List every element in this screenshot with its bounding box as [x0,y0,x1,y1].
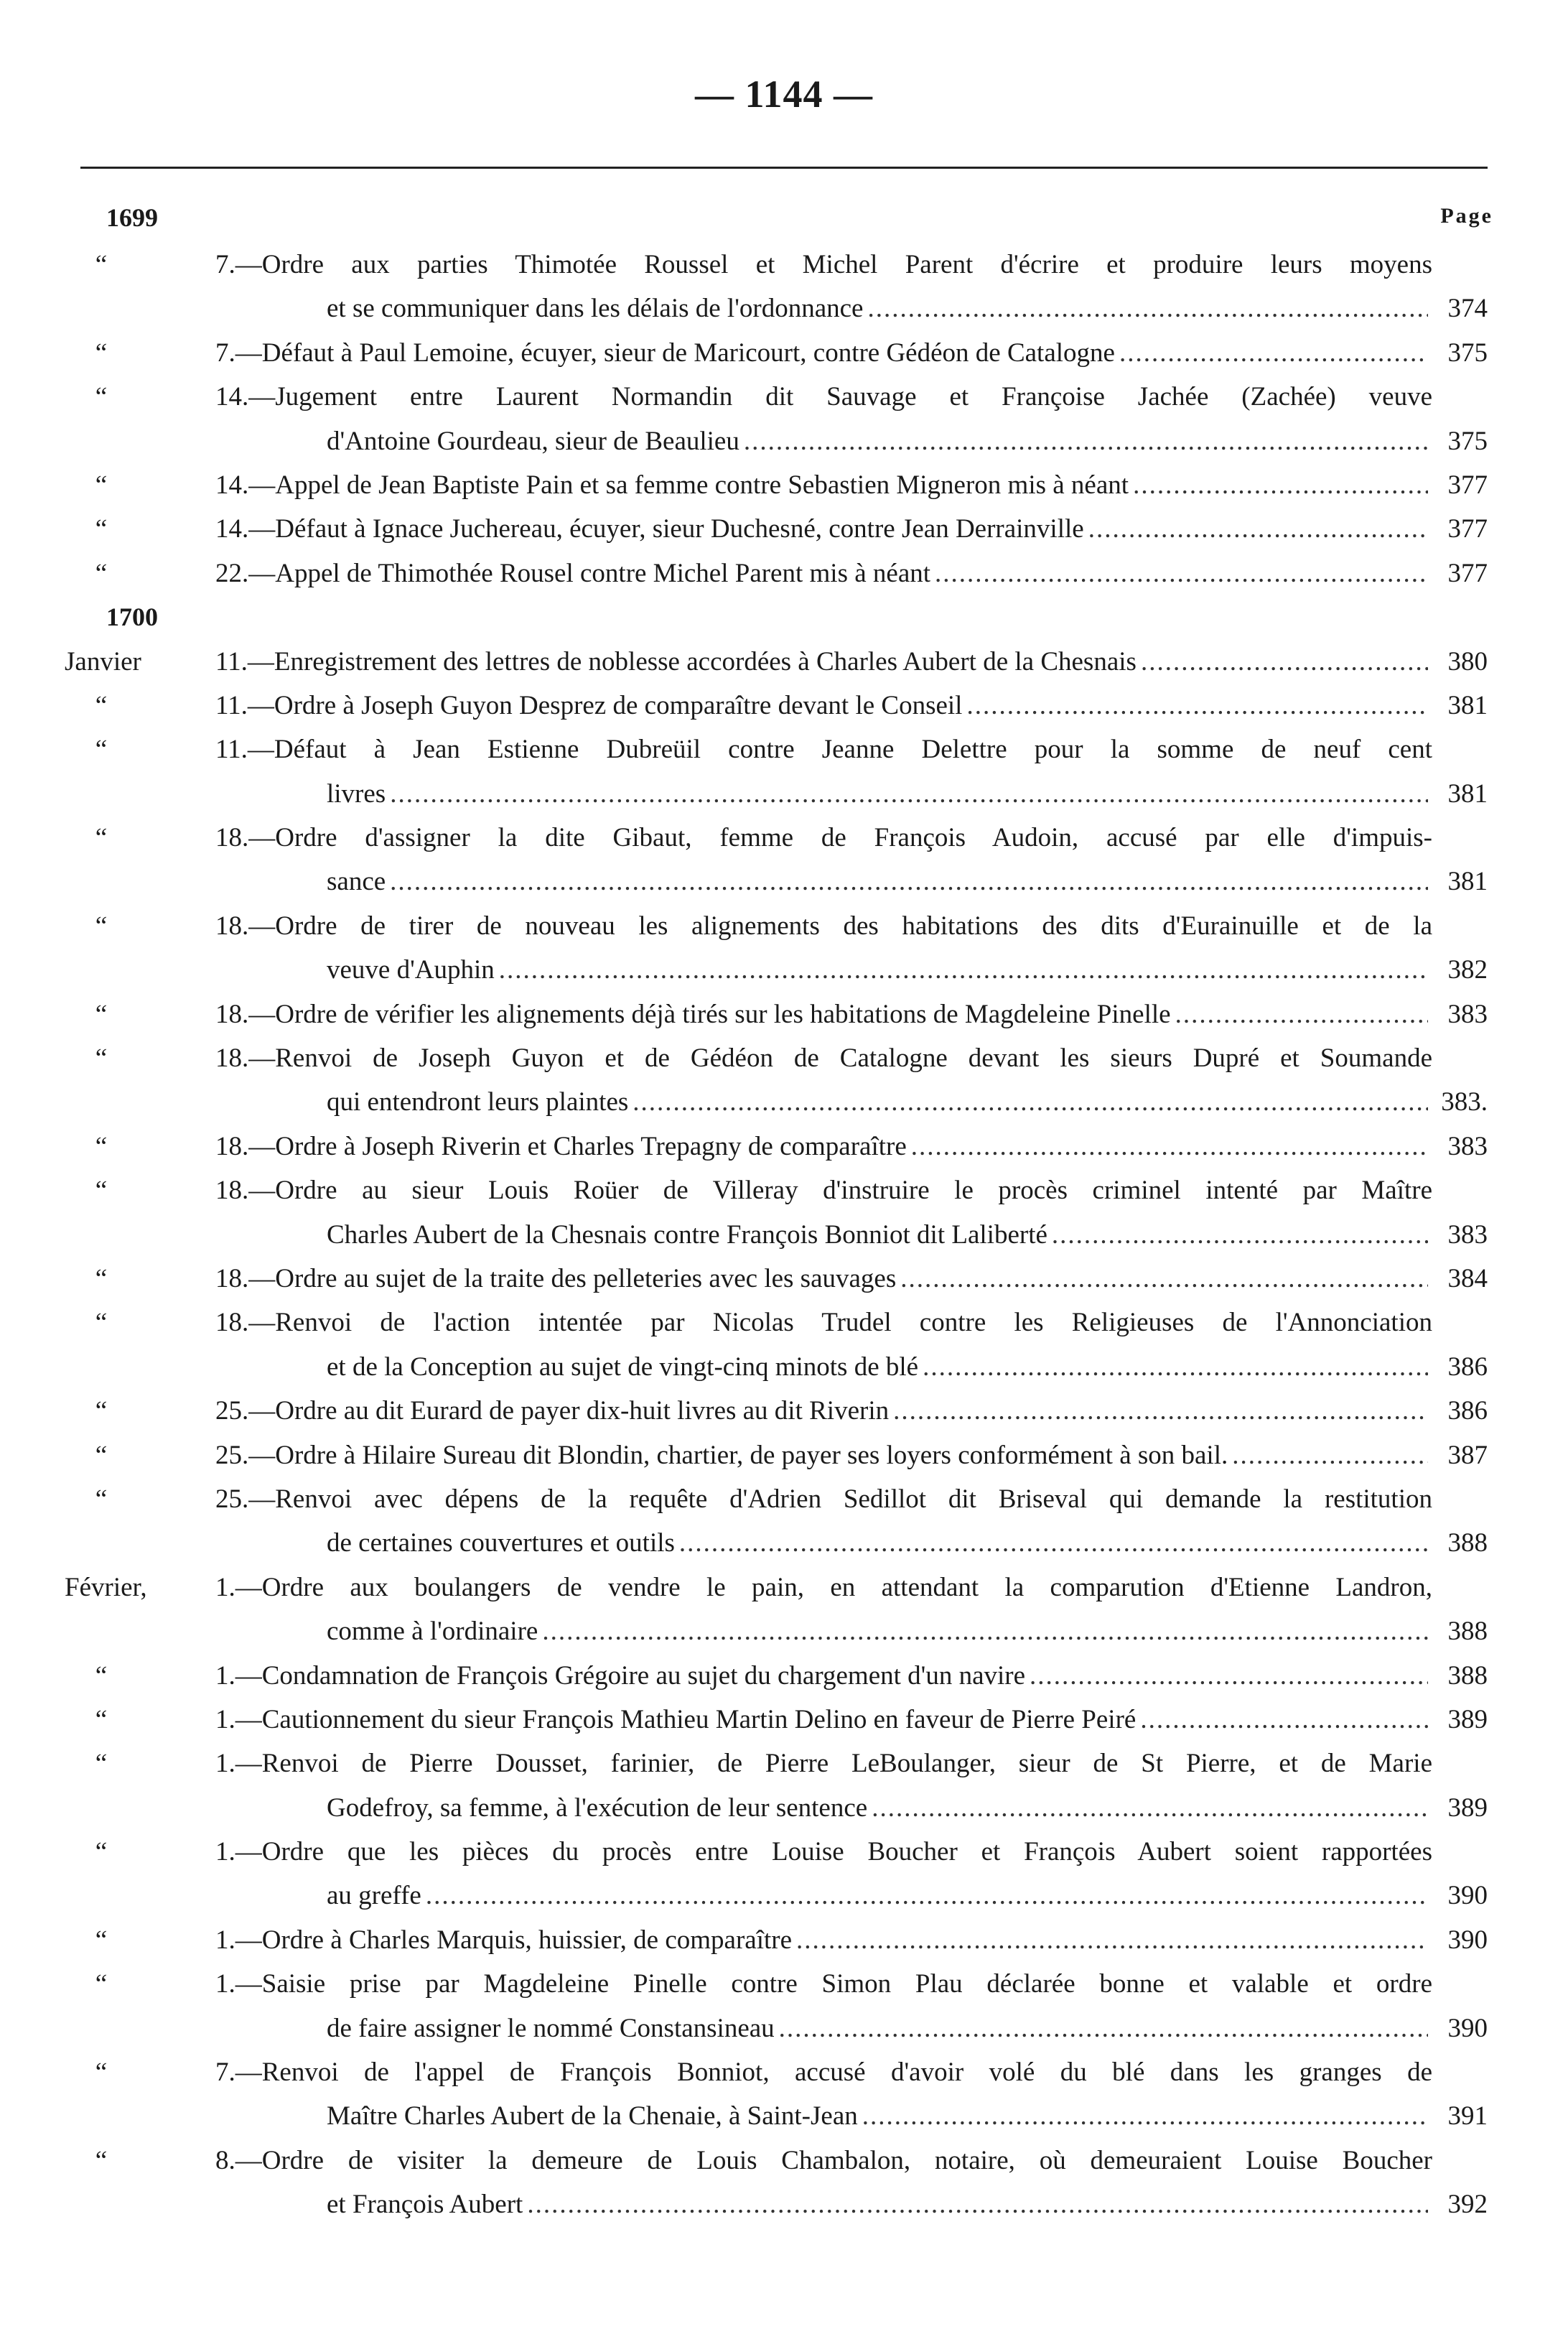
index-entry-line [0,2139,1568,2182]
dot-leader [796,1918,1428,1962]
page-reference: 375 [1447,338,1488,368]
entry-text: 7.—Renvoi de l'appel de François Bonniot, accusé d'avoir volé du blé dans les granges de [215,2058,1432,2088]
entry-text: sance [327,867,386,897]
dot-leader [779,2007,1428,2050]
entry-text: 22.—Appel de Thimothée Rousel contre Michel Parent mis à néant [215,558,931,588]
dot-leader [633,1080,1428,1124]
entry-text: 1.—Saisie prise par Magdeleine Pinelle contre Simon Plau déclarée bonne et valable et ordre [215,1969,1432,1999]
entry-text: de faire assigner le nommé Constansineau [327,2013,775,2043]
entry-text: au greffe [327,1881,421,1911]
page-reference: 384 [1447,1263,1488,1293]
entry-text: de certaines couvertures et outils [327,1528,675,1558]
month-label: Janvier [65,646,141,677]
index-entry-line [0,1168,1568,1212]
entry-text: 18.—Renvoi de l'action intentée par Nicolas Trudel contre les Religieuses de l'Annonciation [215,1308,1432,1338]
entry-text-with-leader [327,1080,1432,1124]
dot-leader [679,1521,1428,1565]
dot-leader [1232,1433,1428,1477]
index-entry-line [0,507,1568,551]
index-entry-continuation [0,419,1568,463]
entry-text-with-leader [215,1389,1432,1433]
entry-text: 18.—Ordre d'assigner la dite Gibaut, femme de François Audoin, accusé par elle d'impuis- [215,823,1432,853]
index-entry-continuation [0,1213,1568,1257]
entry-text: veuve d'Auphin [327,955,495,985]
entry-text: 14.—Appel de Jean Baptiste Pain et sa femme contre Sebastien Migneron mis à néant [215,470,1129,500]
page-reference: 383 [1447,1219,1488,1250]
index-entry-line [0,463,1568,507]
index-entry-continuation [0,772,1568,816]
index-entry-continuation [0,948,1568,992]
page-reference: 389 [1447,1704,1488,1734]
dot-leader [390,772,1428,816]
ditto-mark: “ [95,1308,108,1338]
page-reference: 390 [1447,2013,1488,2043]
dot-leader [426,1874,1428,1917]
entry-text: 18.—Ordre de vérifier les alignements déjà tirés sur les habitations de Magdeleine Pinelle [215,999,1171,1029]
index-entry-line [0,1301,1568,1344]
year-heading: 1700 [106,603,158,632]
entry-text-with-leader [215,552,1432,595]
dot-leader [862,2094,1428,2138]
page-reference: 388 [1447,1617,1488,1647]
entry-text: 25.—Renvoi avec dépens de la requête d'Adrien Sedillot dit Briseval qui demande la restitution [215,1484,1432,1514]
index-entry-line [0,1918,1568,1962]
ditto-mark: “ [95,250,108,279]
index-entry-continuation [0,2182,1568,2226]
ditto-mark: “ [95,823,108,853]
entry-text: et se communiquer dans les délais de l'ordonnance [327,294,864,324]
page-reference: 390 [1447,1925,1488,1955]
dot-leader [1141,640,1428,684]
entry-text: 18.—Ordre à Joseph Riverin et Charles Trepagny de comparaître [215,1131,907,1161]
index-entry-continuation [0,2007,1568,2050]
index-entry-line [0,2050,1568,2094]
entry-text-with-leader [327,1786,1432,1830]
dot-leader [966,684,1428,727]
page-reference: 383. [1441,1087,1488,1117]
index-entry-line [0,1830,1568,1874]
entry-text: 14.—Jugement entre Laurent Normandin dit Sauvage et Françoise Jachée (Zachée) veuve [215,382,1432,412]
entry-text: 14.—Défaut à Ignace Juchereau, écuyer, sieur Duchesné, contre Jean Derrainville [215,514,1084,544]
page-reference: 389 [1447,1793,1488,1823]
entry-text-with-leader [327,948,1432,992]
index-entry-continuation [0,1609,1568,1653]
page-reference: 381 [1447,867,1488,897]
dot-leader [1052,1213,1428,1257]
page-reference: 387 [1447,1440,1488,1470]
entry-text: 18.—Ordre au sieur Louis Roüer de Villeray d'instruire le procès criminel intenté par Maître [215,1176,1432,1206]
dot-leader [935,552,1428,595]
index-entry-line [0,727,1568,771]
month-label: Février, [65,1572,147,1602]
entry-text: 25.—Ordre au dit Eurard de payer dix-huit livres au dit Riverin [215,1396,890,1426]
index-entry-continuation [0,1786,1568,1830]
index-entry-continuation [0,1080,1568,1124]
dot-leader [1119,331,1428,375]
ditto-mark: “ [95,1440,108,1470]
entry-text-with-leader [327,772,1432,816]
entry-text: 11.—Enregistrement des lettres de noblesse accordées à Charles Aubert de la Chesnais [215,646,1137,677]
dot-leader [1088,507,1428,551]
index-entry-line [0,552,1568,595]
dot-leader [911,1125,1428,1168]
ditto-mark: “ [95,1396,108,1426]
index-entry-line [0,684,1568,727]
ditto-mark: “ [95,558,108,588]
ditto-mark: “ [95,1660,108,1691]
entry-text-with-leader [215,507,1432,551]
entry-text-with-leader [215,1918,1432,1962]
entry-text: comme à l'ordinaire [327,1617,538,1647]
entry-text: 25.—Ordre à Hilaire Sureau dit Blondin, chartier, de payer ses loyers conformément à son bail. [215,1440,1228,1470]
entry-text-with-leader [327,2094,1432,2138]
entry-text: 1.—Condamnation de François Grégoire au sujet du chargement d'un navire [215,1660,1026,1691]
entry-text-with-leader [215,463,1432,507]
entry-text: 1.—Cautionnement du sieur François Mathieu Martin Delino en faveur de Pierre Peiré [215,1704,1137,1734]
year-heading-row [0,595,1568,639]
page-reference: 383 [1447,999,1488,1029]
index-entry-line [0,1962,1568,2006]
ditto-mark: “ [95,1176,108,1206]
entry-text-with-leader [215,640,1432,684]
entry-text: 1.—Renvoi de Pierre Dousset, farinier, de Pierre LeBoulanger, sieur de St Pierre, et de Marie [215,1749,1432,1779]
index-entry-line [0,992,1568,1036]
dot-leader [900,1257,1428,1301]
ditto-mark: “ [95,2145,108,2175]
entry-text: 8.—Ordre de visiter la demeure de Louis Chambalon, notaire, où demeuraient Louise Boucher [215,2145,1432,2175]
column-header-year: 1699 [106,203,158,232]
index-entry-continuation [0,1874,1568,1917]
page-reference: 377 [1447,514,1488,544]
entry-text-with-leader [327,1213,1432,1257]
entry-text: 1.—Ordre à Charles Marquis, huissier, de comparaître [215,1925,793,1955]
entry-text: 1.—Ordre aux boulangers de vendre le pain, en attendant la comparution d'Etienne Landron, [215,1572,1432,1602]
dot-leader [1030,1654,1428,1698]
index-entry-continuation [0,1345,1568,1389]
ditto-mark: “ [95,514,108,544]
entry-text-with-leader [215,1654,1432,1698]
ditto-mark: “ [95,338,108,368]
entry-text: Charles Aubert de la Chesnais contre François Bonniot dit Laliberté [327,1219,1047,1250]
dot-leader [542,1609,1428,1653]
entry-text: 18.—Ordre au sujet de la traite des pelleteries avec les sauvages [215,1263,897,1293]
ditto-mark: “ [95,1925,108,1955]
entry-text: Godefroy, sa femme, à l'exécution de leur sentence [327,1793,868,1823]
index-entry-line [0,1036,1568,1080]
page-reference: 383 [1447,1131,1488,1161]
dot-leader [1140,1698,1428,1742]
ditto-mark: “ [95,1263,108,1293]
entry-text: qui entendront leurs plaintes [327,1087,629,1117]
index-entry-line [0,1654,1568,1698]
dot-leader [744,419,1428,463]
index-entry-line [0,816,1568,860]
entry-text-with-leader [215,1433,1432,1477]
page-reference: 381 [1447,778,1488,809]
entry-text-with-leader [327,419,1432,463]
ditto-mark: “ [95,382,108,412]
dot-leader [867,287,1428,330]
entry-text-with-leader [327,287,1432,330]
page-reference: 382 [1447,955,1488,985]
entry-text: d'Antoine Gourdeau, sieur de Beaulieu [327,426,739,456]
entry-text: 1.—Ordre que les pièces du procès entre Louise Boucher et François Aubert soient rapportées [215,1837,1432,1867]
ditto-mark: “ [95,470,108,500]
ditto-mark: “ [95,735,108,765]
entry-text-with-leader [215,1698,1432,1742]
page-reference: 380 [1447,646,1488,677]
ditto-mark: “ [95,1131,108,1161]
entry-text-with-leader [215,684,1432,727]
page-number: — 1144 — [694,73,874,116]
dot-leader [527,2182,1428,2226]
ditto-mark: “ [95,1749,108,1779]
dot-leader [1175,992,1428,1036]
entry-text-with-leader [215,1125,1432,1168]
ditto-mark: “ [95,911,108,941]
entry-text-with-leader [327,860,1432,903]
entry-text-with-leader [327,1345,1432,1389]
index-entry-line [0,904,1568,948]
index-entry-line [0,331,1568,375]
page-reference: 386 [1447,1352,1488,1382]
entry-text: et de la Conception au sujet de vingt-cinq minots de blé [327,1352,919,1382]
page-reference: 391 [1447,2101,1488,2131]
dot-leader [923,1345,1428,1389]
column-header-page: Page [1440,204,1493,228]
ditto-mark: “ [95,1484,108,1514]
index-entry-continuation [0,287,1568,330]
entry-text-with-leader [215,331,1432,375]
page-reference: 388 [1447,1660,1488,1691]
entry-text: 18.—Renvoi de Joseph Guyon et de Gédéon de Catalogne devant les sieurs Dupré et Soumande [215,1043,1432,1074]
ditto-mark: “ [95,2058,108,2088]
entry-text-with-leader [327,1609,1432,1653]
dot-leader [390,860,1428,903]
index-entry-line [0,375,1568,419]
page-reference: 381 [1447,690,1488,720]
page-reference: 375 [1447,426,1488,456]
page-reference: 377 [1447,558,1488,588]
entry-text-with-leader [327,1521,1432,1565]
index-entry-line [0,1698,1568,1742]
page-reference: 374 [1447,294,1488,324]
index-entry-line [0,640,1568,684]
entry-text: et François Aubert [327,2190,523,2220]
page-reference: 388 [1447,1528,1488,1558]
dot-leader [499,948,1428,992]
ditto-mark: “ [95,999,108,1029]
entry-text-with-leader [327,2182,1432,2226]
index-entry-line [0,1389,1568,1433]
entry-text: 18.—Ordre de tirer de nouveau les alignements des habitations des dits d'Eurainuille et de la [215,911,1432,941]
entry-text-with-leader [215,1257,1432,1301]
page-reference: 392 [1447,2190,1488,2220]
header-rule [80,167,1488,169]
index-entry-continuation [0,860,1568,903]
ditto-mark: “ [95,1837,108,1867]
entry-text: livres [327,778,386,809]
index-entry-continuation [0,1521,1568,1565]
index-entry-line [0,1257,1568,1301]
dot-leader [1133,463,1428,507]
ditto-mark: “ [95,1043,108,1074]
entry-text: Maître Charles Aubert de la Chenaie, à Saint-Jean [327,2101,858,2131]
ditto-mark: “ [95,1704,108,1734]
dot-leader [893,1389,1428,1433]
entry-text-with-leader [327,1874,1432,1917]
page-reference: 386 [1447,1396,1488,1426]
entry-text: 7.—Ordre aux parties Thimotée Roussel et Michel Parent d'écrire et produire leurs moyens [215,250,1432,279]
index-entry-line [0,1742,1568,1785]
ditto-mark: “ [95,1969,108,1999]
index-entry-line [0,1566,1568,1609]
index-entries [0,243,1568,2227]
index-entry-continuation [0,2094,1568,2138]
entry-text: 11.—Défaut à Jean Estienne Dubreüil contre Jeanne Delettre pour la somme de neuf cent [215,735,1432,765]
page-reference: 390 [1447,1881,1488,1911]
index-entry-line [0,1477,1568,1521]
entry-text-with-leader [215,992,1432,1036]
entry-text: 7.—Défaut à Paul Lemoine, écuyer, sieur de Maricourt, contre Gédéon de Catalogne [215,338,1115,368]
index-entry-line [0,243,1568,287]
ditto-mark: “ [95,690,108,720]
entry-text-with-leader [327,2007,1432,2050]
index-entry-line [0,1433,1568,1477]
page-reference: 377 [1447,470,1488,500]
entry-text: 11.—Ordre à Joseph Guyon Desprez de comparaître devant le Conseil [215,690,963,720]
dot-leader [872,1786,1428,1830]
index-entry-line [0,1125,1568,1168]
